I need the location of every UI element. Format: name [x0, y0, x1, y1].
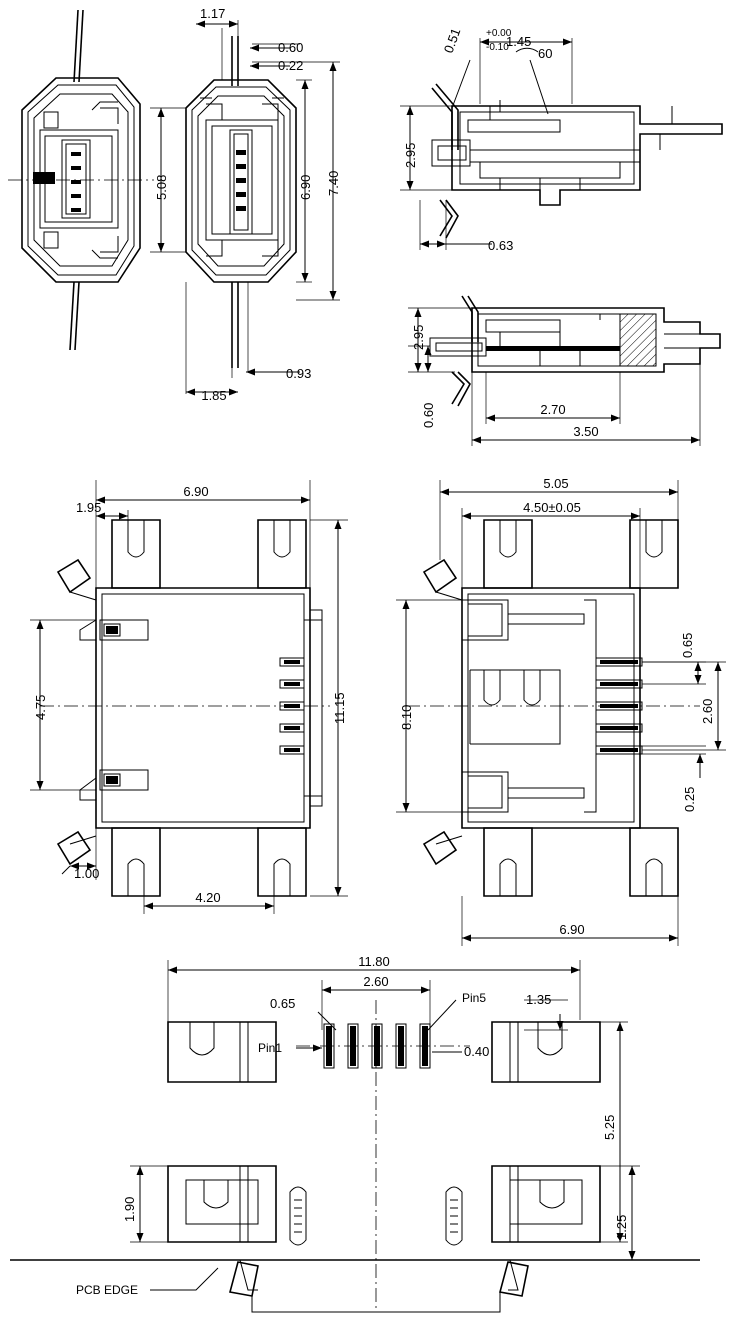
dim-1-25: 1.25	[614, 1214, 629, 1240]
dim-0-22: 0.22	[278, 58, 304, 73]
dim-2-60: 2.60	[700, 698, 715, 724]
side-section-lower	[408, 296, 720, 446]
dim-5-05: 5.05	[543, 476, 569, 491]
dim-4-75: 4.75	[33, 694, 48, 720]
pcb-layout	[10, 954, 700, 1312]
dim-0-65: 0.65	[680, 632, 695, 658]
top-view-right	[396, 476, 726, 946]
dim-11-15: 11.15	[332, 692, 347, 724]
dim-1-85: 1.85	[201, 388, 227, 403]
dim-5-25: 5.25	[602, 1114, 617, 1140]
dim-4-20: 4.20	[195, 890, 221, 905]
dim-0-63: 0.63	[488, 238, 514, 253]
dim-0-65-b: 0.65	[270, 996, 296, 1011]
dim-0-25: 0.25	[682, 786, 697, 812]
dim-0-93: 0.93	[286, 366, 312, 381]
dim-1-45: 1.45	[506, 34, 532, 49]
dim-1-95: 1.95	[76, 500, 102, 515]
dim-2-95-a: 2.95	[403, 142, 418, 168]
dim-5-08: 5.08	[154, 174, 169, 200]
dim-2-70: 2.70	[540, 402, 566, 417]
dim-tol-minus: -0.10	[486, 42, 509, 53]
dim-1-17: 1.17	[200, 6, 226, 21]
dim-tol-plus: +0.00	[486, 28, 512, 39]
dim-1-35: 1.35	[526, 992, 552, 1007]
dim-3-50: 3.50	[573, 424, 599, 439]
dim-6-90-b: 6.90	[183, 484, 209, 499]
dim-6-90-c: 6.90	[559, 922, 585, 937]
dim-1-00: 1.00	[74, 866, 100, 881]
dim-11-80: 11.80	[358, 954, 390, 969]
dim-2-60-b: 2.60	[363, 974, 389, 989]
label-pin5: Pin5	[462, 991, 487, 1005]
rear-view	[150, 6, 341, 403]
dim-2-95-b: 2.95	[411, 324, 426, 350]
dim-6-90: 6.90	[298, 174, 313, 200]
side-section-upper	[400, 26, 722, 253]
label-pin1: Pin1	[258, 1041, 283, 1055]
dim-7-40: 7.40	[326, 170, 341, 196]
dim-4-50: 4.50±0.05	[523, 500, 581, 515]
dim-0-40: 0.40	[464, 1044, 490, 1059]
front-view	[8, 10, 154, 350]
dim-60-deg: 60	[538, 46, 553, 61]
dim-0-60-b: 0.60	[421, 402, 436, 428]
dim-8-10: 8.10	[399, 704, 414, 730]
dim-0-51: 0.51	[440, 26, 464, 56]
top-view-left	[30, 480, 348, 914]
label-pcb-edge: PCB EDGE	[76, 1283, 139, 1297]
dim-1-90: 1.90	[122, 1196, 137, 1222]
dim-0-60: 0.60	[278, 40, 304, 55]
